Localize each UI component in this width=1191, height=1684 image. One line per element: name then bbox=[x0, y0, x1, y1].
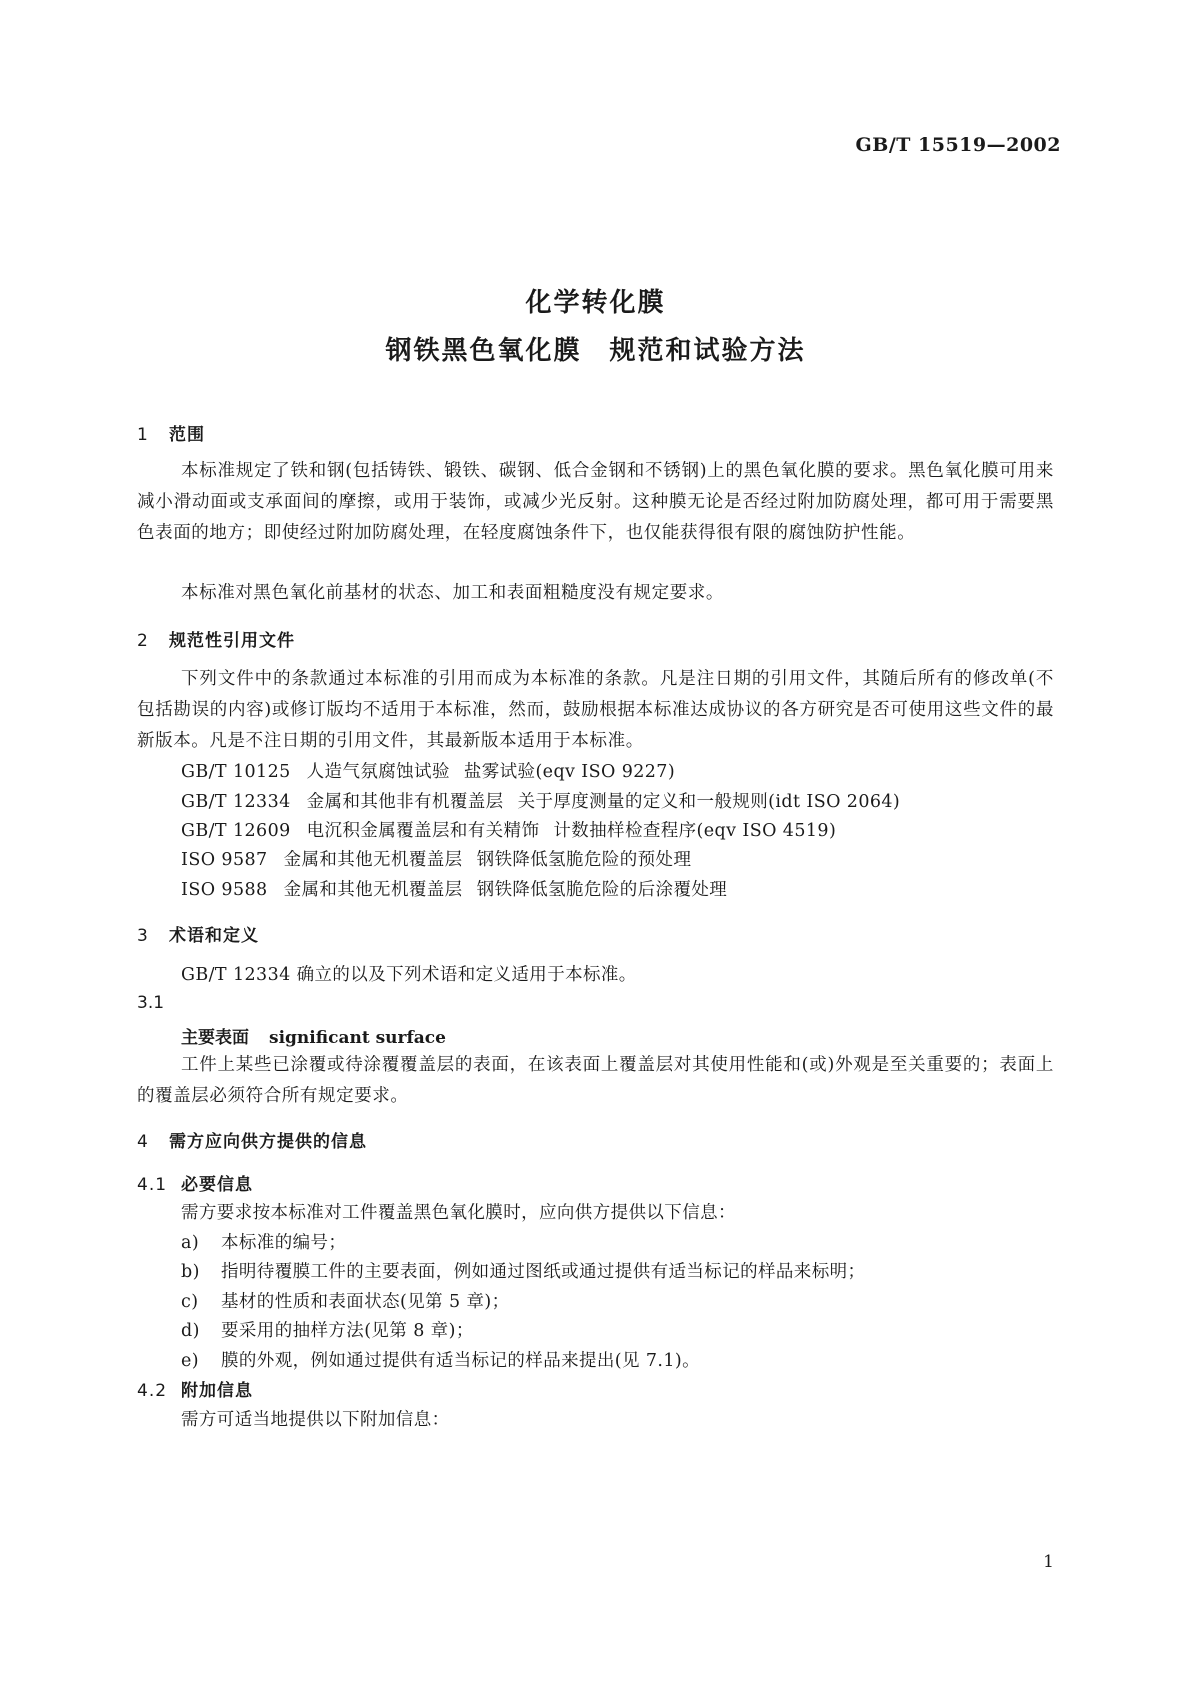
section-number: 2 bbox=[137, 631, 149, 651]
reference-title-part-2: 关于厚度测量的定义和一般规则(idt ISO 2064) bbox=[517, 792, 901, 812]
reference-title-part-2: 计数抽样检查程序(eqv ISO 4519) bbox=[553, 821, 837, 841]
section-2-paragraph: 下列文件中的条款通过本标准的引用而成为本标准的条款。凡是注日期的引用文件，其随后所有的修改单(不包括勘误的内容)或修订版均不适用于本标准，然而，鼓励根据本标准达成协议的各方研究是否可使用这些文件的最新版本。凡是不注日期的引用文件，其最新版本适用于本标准。 bbox=[137, 669, 1054, 751]
list-item bbox=[181, 1229, 346, 1254]
list-marker: e) bbox=[181, 1351, 199, 1371]
list-item bbox=[181, 1258, 865, 1283]
reference-item bbox=[181, 817, 836, 842]
section-1-heading bbox=[137, 420, 205, 445]
subsection-4-1-heading bbox=[137, 1170, 253, 1195]
list-item bbox=[181, 1347, 700, 1372]
subsection-title: 附加信息 bbox=[181, 1381, 253, 1401]
subsection-number: 4.1 bbox=[137, 1175, 168, 1195]
reference-item bbox=[181, 758, 675, 783]
document-title-line-2: 钢铁黑色氧化膜 规范和试验方法 bbox=[385, 336, 806, 366]
reference-title-part-1: 金属和其他非有机覆盖层 bbox=[306, 792, 504, 812]
reference-item bbox=[181, 788, 900, 813]
list-marker: c) bbox=[181, 1292, 199, 1312]
list-text: 基材的性质和表面状态(见第 5 章)； bbox=[221, 1292, 510, 1312]
list-text: 膜的外观，例如通过提供有适当标记的样品来提出(见 7.1)。 bbox=[221, 1351, 701, 1371]
subsection-4-2-intro: 需方可适当地提供以下附加信息： bbox=[181, 1410, 450, 1430]
reference-title-part-2: 钢铁降低氢脆危险的预处理 bbox=[476, 850, 692, 870]
list-marker: a) bbox=[181, 1233, 200, 1253]
list-text: 本标准的编号； bbox=[221, 1233, 347, 1253]
reference-title-part-1: 人造气氛腐蚀试验 bbox=[306, 762, 450, 782]
section-4-heading bbox=[137, 1127, 367, 1152]
subsection-4-2-heading bbox=[137, 1376, 253, 1401]
reference-title-part-1: 金属和其他无机覆盖层 bbox=[283, 880, 463, 900]
section-number: 4 bbox=[137, 1132, 149, 1152]
section-title: 范围 bbox=[169, 425, 205, 445]
document-title-line-1: 化学转化膜 bbox=[525, 288, 666, 318]
section-title: 规范性引用文件 bbox=[169, 631, 295, 651]
term-english: significant surface bbox=[269, 1028, 446, 1048]
reference-title-part-2: 盐雾试验(eqv ISO 9227) bbox=[463, 762, 676, 782]
section-number: 3 bbox=[137, 926, 149, 946]
term-number: 3.1 bbox=[137, 993, 165, 1013]
section-1-paragraph-1: 本标准规定了铁和钢(包括铸铁、锻铁、碳钢、低合金钢和不锈钢)上的黑色氧化膜的要求。黑色氧化膜可用来减小滑动面或支承面间的摩擦，或用于装饰，或减少光反射。这种膜无论是否经过附加防腐处理，都可用于需要黑色表面的地方；即使经过附加防腐处理，在轻度腐蚀条件下，也仅能获得很有限的腐蚀防护性能。 bbox=[137, 461, 1054, 543]
reference-title-part-2: 钢铁降低氢脆危险的后涂覆处理 bbox=[476, 880, 728, 900]
reference-code: GB/T 12334 bbox=[181, 792, 291, 812]
reference-code: ISO 9587 bbox=[181, 850, 268, 870]
subsection-title: 必要信息 bbox=[181, 1175, 253, 1195]
page-number: 1 bbox=[1043, 1552, 1054, 1572]
term-chinese: 主要表面 bbox=[181, 1028, 249, 1048]
reference-code: GB/T 10125 bbox=[181, 762, 291, 782]
section-3-intro: GB/T 12334 确立的以及下列术语和定义适用于本标准。 bbox=[181, 965, 637, 985]
reference-title-part-1: 金属和其他无机覆盖层 bbox=[283, 850, 463, 870]
section-title: 术语和定义 bbox=[169, 926, 259, 946]
reference-code: ISO 9588 bbox=[181, 880, 268, 900]
standard-number: GB/T 15519—2002 bbox=[855, 134, 1061, 156]
list-item bbox=[181, 1288, 510, 1313]
reference-code: GB/T 12609 bbox=[181, 821, 291, 841]
term-definition: 工件上某些已涂覆或待涂覆覆盖层的表面，在该表面上覆盖层对其使用性能和(或)外观是至关重要的；表面上的覆盖层必须符合所有规定要求。 bbox=[137, 1055, 1054, 1106]
list-text: 要采用的抽样方法(见第 8 章)； bbox=[221, 1321, 474, 1341]
list-item bbox=[181, 1317, 474, 1342]
list-marker: b) bbox=[181, 1262, 200, 1282]
reference-title-part-1: 电沉积金属覆盖层和有关精饰 bbox=[306, 821, 540, 841]
subsection-4-1-intro: 需方要求按本标准对工件覆盖黑色氧化膜时，应向供方提供以下信息： bbox=[181, 1203, 736, 1223]
term-heading bbox=[181, 1023, 446, 1048]
section-number: 1 bbox=[137, 425, 149, 445]
section-2-heading bbox=[137, 626, 295, 651]
section-1-paragraph-2: 本标准对黑色氧化前基材的状态、加工和表面粗糙度没有规定要求。 bbox=[181, 583, 724, 603]
section-3-heading bbox=[137, 921, 259, 946]
list-marker: d) bbox=[181, 1321, 200, 1341]
list-text: 指明待覆膜工件的主要表面，例如通过图纸或通过提供有适当标记的样品来标明； bbox=[221, 1262, 866, 1282]
reference-item bbox=[181, 876, 727, 901]
subsection-number: 4.2 bbox=[137, 1381, 168, 1401]
reference-item bbox=[181, 846, 691, 871]
section-title: 需方应向供方提供的信息 bbox=[169, 1132, 367, 1152]
